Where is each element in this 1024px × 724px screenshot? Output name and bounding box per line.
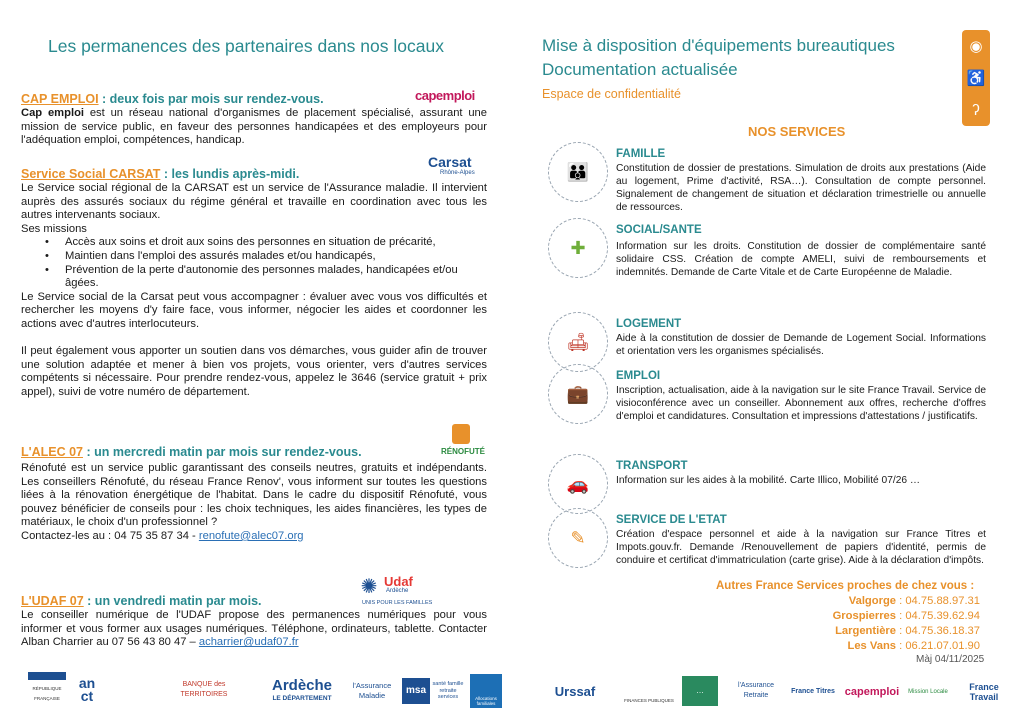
renofute-email-link[interactable]: renofute@alec07.org [198,529,304,542]
service-name: SERVICE DE L'ETAT [616,514,727,526]
ardeche-departement-sub: LE DÉPARTEMENT [272,695,332,702]
ardeche-departement-logo: Ardèche [271,677,333,694]
udaf-logo-sub: Ardèche [386,588,409,594]
service-name: LOGEMENT [616,318,682,330]
udaf-title: L'UDAF 07 : un vendredi matin par mois. [21,594,262,608]
eye-icon: ◉ [969,38,983,55]
renofute-logo-icon [452,424,470,444]
briefcase-icon: 💼 [560,376,596,412]
assurance-maladie-logo: l'Assurance Maladie [352,681,392,700]
car-icon: 🚗 [560,466,596,502]
msa-logo: msa [402,678,430,704]
france-titres-logo: France Titres [791,688,835,695]
family-icon: 👪 [560,154,596,190]
service-description: Constitution de dossier de prestations. Simulation de droits aux prestations (Aide au logement, Prime d'activité, RSA…). Consultation de compte personnel. Signalement de changement de situation et déclaration trimestrielle ou annuelle de ressources. [616,163,986,213]
near-row-grospierres: Grospierres : 04.75.39.62.94 [832,610,980,622]
carsat-text: Le Service social régional de la CARSAT est un service de l'Assurance maladie. Il intervient auprès des assurés sociaux du régime général et travaille en coordination avec tous les autres intervenants sociaux. Ses missions • Accès aux soins et droit aux soins des personnes en situation de précarité, • Maintien dans l'emploi des assurés malades et/ou handicapés, • Prévention de la perte d'autonomie des personnes malades, handicapées et/ou âgées. Le Service social de la Carsat peut vous accompagner : évaluer avec vous vos difficultés et rechercher les moyens d'y faire face, vous informer, négocier les aides et coordonner les actions avec d'autres interlocuteurs. Il peut également vous apporter un soutien dans vos démarches, vous guider afin de trouver une solution adaptée et mener à bien vos projets, vous orienter, vers d'autres services compétents si nécessaire. Pour prendre rendez-vous, appelez le 3646 (service gratuit + prix appel), suivi de votre numéro de département. [21,182,487,400]
near-row-valgorge: Valgorge : 04.75.88.97.31 [848,595,980,607]
alec-title: L'ALEC 07 : un mercredi matin par mois sur rendez-vous. [21,445,362,459]
partenaire-logo: … [682,676,718,706]
cap-emploi-text: Cap emploi est un réseau national d'organismes de placement spécialisé, assurant une mission de service public, en faveur des personnes handicapées et des employeurs pour l'adéquation emploi, compétences, handicap. [21,107,488,147]
carsat-logo-sub: Rhône-Alpes [440,170,475,176]
carsat-missions-list [21,236,487,290]
list-item: • Prévention de la perte d'autonomie des personnes malades, handicapées et/ou âgées. [21,264,487,291]
urssaf-logo: Urssaf [554,684,596,699]
udaf-logo-tag: UNIS POUR LES FAMILLES [362,600,433,606]
near-title: Autres France Services proches de chez vous : [716,580,975,592]
udaf-logo: Udaf [384,574,413,589]
service-description: Information sur les aides à la mobilité. Carte Illico, Mobilité 07/26 … [616,475,921,486]
msa-tag: santé famille retraite services [432,681,464,701]
republique-francaise-logo: RÉPUBLIQUE FRANÇAISE [28,672,66,708]
right-heading-documentation: Documentation actualisée [542,60,738,79]
service-description: Inscription, actualisation, aide à la navigation sur le site France Travail. Service de visioconférence avec un conseiller. Abonnement aux offres, recherche d'offres d'emploi et candidatures. Consultation et impressions d'attestations / justificatifs. [616,385,986,422]
service-description: Information sur les droits. Constitution de dossier de complémentaire santé solidaire CSS. Création de compte AMELI, suivi de remboursements et indemnités. Demande de Carte Vitale et de Carte Européenne de Maladie. [616,241,986,278]
housing-icon: 🛋 [560,324,596,360]
service-name: TRANSPORT [616,460,688,472]
anct-logo: an ct [78,675,96,704]
wheelchair-icon: ♿ [966,70,986,87]
accessibility-icons [962,30,990,126]
udaf-text: Le conseiller numérique de l'UDAF propose des permanences numériques pour vous informer et vous former aux usages numériques. Téléphone, ordinateurs, tablette. Contacter Alban Charrier au 07 56 43 80 47 – acharrier@udaf07.fr [21,609,487,649]
left-heading: Les permanences des partenaires dans nos locaux [48,36,444,56]
near-row-les-vans: Les Vans : 06.21.07.01.90 [847,640,980,652]
list-item: • Maintien dans l'emploi des assurés malades et/ou handicapés, [21,250,487,264]
document-pen-icon: ✎ [560,520,596,556]
service-description: Aide à la constitution de dossier de Demande de Logement Social. Informations et orientation vers les organismes spécialisés. [616,333,986,357]
service-name: FAMILLE [616,148,666,160]
right-heading-confidentialite: Espace de confidentialité [542,87,681,101]
alec-text: Rénofuté est un service public garantissant des conseils neutres, gratuits et indépendants. Les conseillers Rénofuté, du réseau France Renov', vous informent sur toutes les questions liées à la rénovation énergétique de l'habitat. Dans le cadre du dispositif Rénofuté, vous pouvez bénéficier de conseils pour : les choix techniques, les aides financières, les types de matériaux, le choix d'un professionnel ? Contactez-les au : 04 75 35 87 34 - renofute@alec07.org [21,462,487,542]
carsat-title: Service Social CARSAT : les lundis après-midi. [21,167,300,181]
ear-icon: ʔ [972,101,980,119]
carsat-logo: Carsat [428,154,472,170]
udaf-email-link[interactable]: acharrier@udaf07.fr [198,636,299,649]
mission-locale-logo: Mission Locale [908,689,948,695]
udaf-logo-icon: ✺ [360,576,378,598]
capemploi-footer-logo: capemploi [844,686,900,698]
service-description: Création d'espace personnel et aide à la navigation sur France Titres et Impots.gouv.fr. Demande /Renouvellement de papiers d'identité, permis de conduire et certificat d'immatriculation (carte grise). Aide à la déclaration d'impôts. [616,529,986,566]
renofute-logo: RÉNOFUTÉ [441,447,485,456]
banque-des-territoires-logo: BANQUE des TERRITOIRES [180,681,228,698]
france-travail-logo: France Travail [969,682,999,702]
update-date: Màj 04/11/2025 [916,654,985,665]
right-heading-equipements: Mise à disposition d'équipements bureautiques [542,36,895,55]
health-icon: ✚ [560,230,596,266]
cap-emploi-title: CAP EMPLOI : deux fois par mois sur rendez-vous. [21,92,324,106]
near-row-largentiere: Largentière : 04.75.36.18.37 [835,625,980,637]
service-name: SOCIAL/SANTE [616,224,702,236]
assurance-retraite-logo: l'Assurance Retraite [738,682,774,699]
service-name: EMPLOI [616,370,661,382]
cap-emploi-logo: capemploi [415,88,475,103]
finances-publiques-logo: FINANCES PUBLIQUES [624,698,674,703]
list-item: • Accès aux soins et droit aux soins des personnes en situation de précarité, [21,236,487,250]
allocations-familiales-logo: Allocations familiales [470,674,502,708]
services-title: NOS SERVICES [748,124,846,139]
